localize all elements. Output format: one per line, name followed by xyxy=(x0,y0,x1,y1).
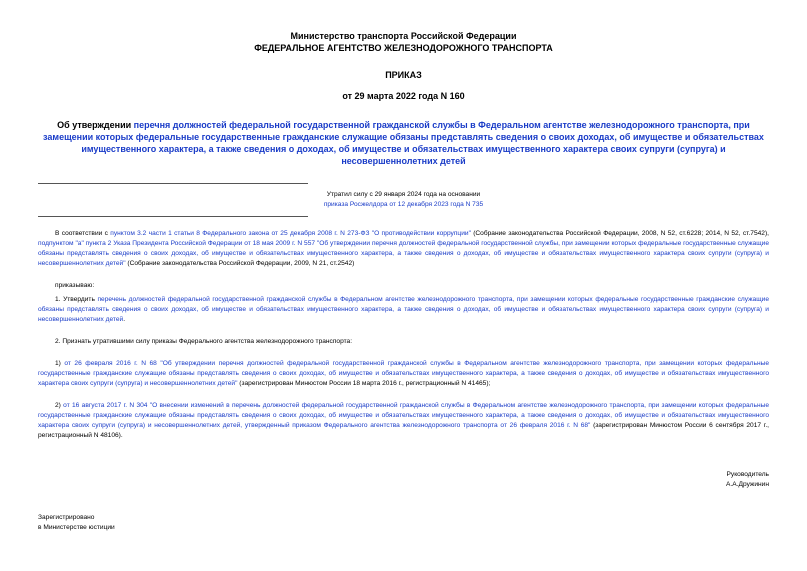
order-68-link[interactable]: от 26 февраля 2016 г. N 68 "Об утверждении перечня должностей федеральной государственной гражданской службы в Федеральном агентстве железнодорожного транспорта, при замещении которых федеральные государственные гражданские служащие обязаны представлять сведения о своих доходах, об имуществе и обязательствах имущественного характера, а также сведения о доходах, об имуществе и обязательствах имущественного характера своих супруги (супруга) и несовершеннолетних детей" xyxy=(38,360,769,387)
doc-title xyxy=(38,119,769,167)
registration-block xyxy=(38,513,115,533)
doc-type: ПРИКАЗ xyxy=(385,70,422,80)
paragraph-subitem-2 xyxy=(38,401,769,441)
expired-note xyxy=(38,190,769,210)
paragraph-item-2: 2. Признать утратившими силу приказы Федерального агентства железнодорожного транспорта: xyxy=(55,338,353,345)
expired-line: Утратил силу с 29 января 2024 года на основании xyxy=(326,191,481,198)
paragraph-text: (Собрание законодательства Российской Федерации, 2008, N 52, ст.6228; 2014, N 52, ст.7542), xyxy=(470,230,769,237)
paragraph-basis xyxy=(38,229,769,269)
document-page xyxy=(38,30,769,441)
paragraph-text: В соответствии с xyxy=(55,230,111,237)
divider-top xyxy=(38,183,308,184)
paragraph-text: . xyxy=(123,316,126,323)
list-of-positions-link[interactable]: перечень должностей федеральной государственной гражданской службы в Федеральном агентстве железнодорожного транспорта, при замещении которых федеральные государственные гражданские служащие обязаны представлять сведения о своих доходах, об имуществе и обязательствах имущественного характера, а также сведения о доходах, об имуществе и обязательствах имущественного характера своих супруги (супруга) и несовершеннолетних детей xyxy=(38,296,769,323)
decree-557-link[interactable]: подпунктом "а" пункта 2 Указа Президента Российской Федерации от 18 мая 2009 г. N 557 "Об утверждении перечня должностей федеральной государственной службы, при замещении которых федеральные государственные служащие обязаны представлять сведения о своих доходах, об имуществе и обязательствах имущественного характера, а также сведения о доходах, об имуществе и обязательствах имущественного характера своих супруги (супруга) и несовершеннолетних детей" xyxy=(38,240,769,267)
paragraph-subitem-1 xyxy=(38,359,769,389)
divider-bottom xyxy=(38,216,308,217)
paragraph-text: 2) xyxy=(55,402,64,409)
orders-label: приказываю: xyxy=(55,282,95,289)
law-273-link[interactable]: пунктом 3.2 части 1 статьи 8 Федерального закона от 25 декабря 2008 г. N 273-ФЗ "О противодействии коррупции" xyxy=(110,230,471,237)
doc-title-prefix: Об утверждении xyxy=(57,120,134,130)
signer-name: А.А.Дружинин xyxy=(726,481,769,488)
paragraph-item-1 xyxy=(38,295,769,325)
order-304-link[interactable]: от 16 августа 2017 г. N 304 "О внесении изменений в перечень должностей федеральной государственной гражданской службы в Федеральном агентстве железнодорожного транспорта, при замещении которых федеральные государственные гражданские служащие обязаны представлять сведения о своих доходах, об имуществе и обязательствах имущественного характера, а также сведения о доходах, об имуществе и обязательствах имущественного характера своих супруги (супруга) и несовершеннолетних детей, утвержденный приказом Федерального агентства железнодорожного транспорта от 26 февраля 2016 г. N 68" xyxy=(38,402,769,429)
registration-line-2: в Министерстве юстиции xyxy=(38,524,115,531)
signer-position: Руководитель xyxy=(726,471,769,478)
signature-block xyxy=(726,470,769,490)
doc-title-link[interactable]: перечня должностей федеральной государственной гражданской службы в Федеральном агентстве железнодорожного транспорта, при замещении которых федеральные государственные гражданские служащие обязаны представлять сведения о своих доходах, об имуществе и обязательствах имущественного характера, а также сведения о доходах, об имуществе и обязательствах имущественного характера своих супруги (супруга) и несовершеннолетних детей xyxy=(43,120,764,166)
ministry-name: Министерство транспорта Российской Федерации xyxy=(290,31,517,41)
paragraph-text: (зарегистрирован Минюстом России 18 марта 2016 г., регистрационный N 41465); xyxy=(237,380,491,387)
expired-order-link[interactable]: приказа Росжелдора от 12 декабря 2023 года N 735 xyxy=(323,201,484,208)
paragraph-text: 1) xyxy=(55,360,65,367)
agency-name: ФЕДЕРАЛЬНОЕ АГЕНТСТВО ЖЕЛЕЗНОДОРОЖНОГО ТРАНСПОРТА xyxy=(254,43,553,53)
paragraph-text: (Собрание законодательства Российской Федерации, 2009, N 21, ст.2542) xyxy=(125,260,355,267)
paragraph-text: 1. Утвердить xyxy=(55,296,98,303)
registration-line-1: Зарегистрировано xyxy=(38,514,95,521)
paragraph-text: (зарегистрирован Минюстом России 6 сентября 2017 г., регистрационный N 48106). xyxy=(38,422,769,439)
doc-date-number: от 29 марта 2022 года N 160 xyxy=(342,91,465,101)
